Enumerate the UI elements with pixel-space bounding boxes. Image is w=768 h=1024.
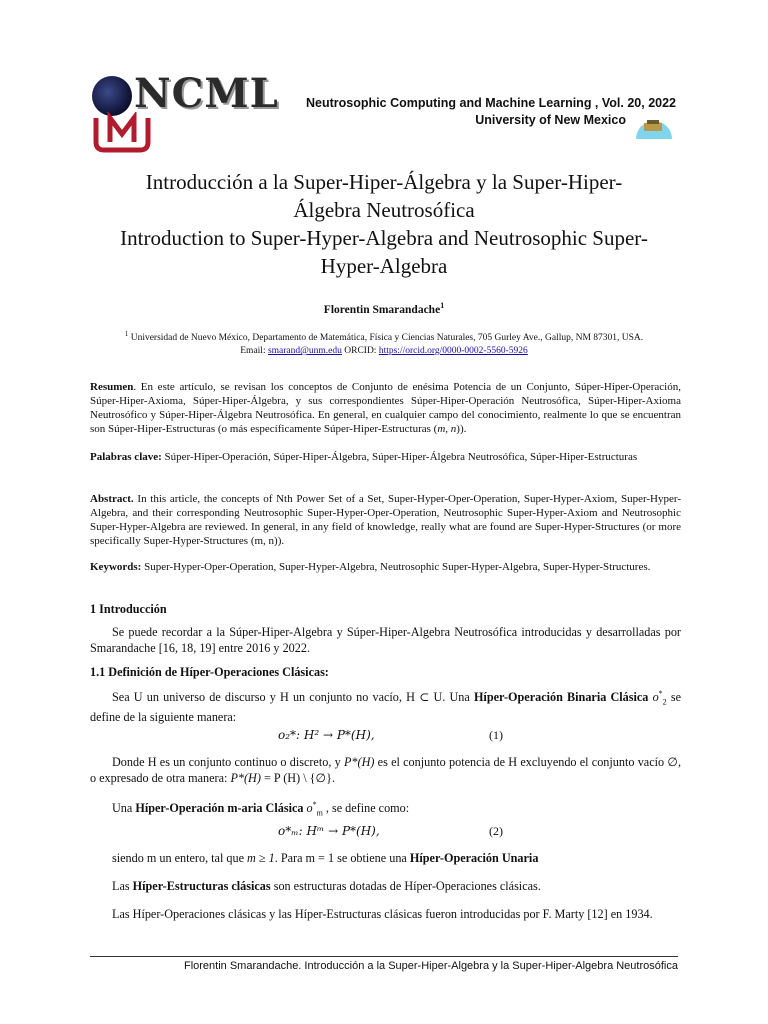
def-text-a: Sea U un universo de discurso y H un conjunto no vacío, H ⊂ U. Una [112,690,474,705]
resumen-paragraph [90,380,681,436]
palabras-text: Súper-Hiper-Operación, Súper-Hiper-Álgebra, Súper-Hiper-Álgebra Neutrosófica, Súper-Hiper-Estructuras [161,451,638,463]
title-line-1: Introducción a la Super-Hiper-Álgebra y la Super-Hiper- [145,170,623,194]
journal-line: Neutrosophic Computing and Machine Learning , Vol. 20, 2022 [306,96,676,110]
university-line: University of New Mexico [475,113,626,127]
donde-a: Donde H es un conjunto continuo o discreto, y [112,755,344,769]
def-binary-term: Híper-Operación Binaria Clásica [473,690,649,705]
m-aria-paragraph: Una Híper-Operación m-aria Clásica $o^*_m$ , se define como: [112,800,410,818]
resumen-label: Resumen [90,381,134,393]
donde-c: es el conjunto potencia de H excluyendo el conjunto vacío ∅, o expresado de otra manera: [90,755,681,785]
university-emblem-icon [628,113,676,139]
definition-paragraph: Sea U un universo de discurso y H un conjunto no vacío, H ⊂ U. Una Híper-Operación Binaria Clásica $o^*_2$ se define de la siguiente manera: [90,689,681,724]
resumen-mn: m, n [437,423,457,435]
section-1-heading: 1 Introducción [90,602,167,616]
m-aria-symbol: o [303,801,313,816]
siendo-d: Híper-Operación Unaria [409,851,539,865]
paper-title [90,168,678,280]
equation-2-number: (2) [489,824,503,838]
ncml-logo-text: NCML [134,70,279,117]
siendo-b: m ≥ 1 [247,851,275,865]
author-name: Florentin Smarandache [323,303,441,316]
def-op-symbol: o [648,690,659,705]
globe-logo-icon [92,76,132,116]
affiliation-sup: 1 [124,330,129,338]
estructuras-c: son estructuras dotadas de Híper-Operaciones clásicas. [270,879,541,893]
keywords-label: Keywords: [90,561,142,573]
m-aria-d: , se define como: [322,801,410,816]
donde-paragraph [90,755,681,786]
estructuras-a: Las [112,879,133,893]
author-sup: 1 [440,301,445,310]
affiliation [90,328,678,358]
equation-2: o*ₘ: Hᵐ → P*(H), [278,824,380,838]
siendo-c: . Para m = 1 se obtiene una [274,851,410,865]
orcid-label: ORCID: [341,346,379,357]
resumen-text: . En este artículo, se revisan los conceptos de Conjunto de enésima Potencia de un Conjunto, Súper-Hiper-Operación, Súper-Hiper-Axioma, Súper-Hiper-Álgebra, y sus correspondientes Súper-Hiper-Operación Neutrosófica, Súper-Hiper-Axioma Neutrosófico y Súper-Hiper-Álgebra Neutrosófica. En general, en cualquier campo del conocimiento, realmente lo que se encuentran son Súper-Hiper-Estructuras (o más específicamente Súper-Hiper-Estructuras ( [90,381,681,435]
title-line-4: Hyper-Algebra [320,254,448,278]
orcid-link[interactable]: https://orcid.org/0000-0002-5560-5926 [378,346,528,357]
siendo-paragraph [90,851,681,867]
siendo-a: siendo m un entero, tal que [112,851,248,865]
equation-1-number: (1) [489,728,503,742]
email-link[interactable]: smarand@unm.edu [267,346,342,357]
donde-e: = P (H) \ {∅}. [260,770,336,785]
keywords-paragraph [90,560,681,574]
palabras-label: Palabras clave: [90,451,162,463]
resumen-end: )). [456,423,467,435]
email-label: Email: [240,346,268,357]
keywords-text: Super-Hyper-Oper-Operation, Super-Hyper-Algebra, Neutrosophic Super-Hyper-Algebra, Super-Hyper-Structures. [141,561,651,573]
page-footer: Florentin Smarandache. Introducción a la Super-Hiper-Algebra y la Super-Hiper-Algebra Neutrosófica [183,960,678,972]
author [90,301,678,316]
title-line-2: Álgebra Neutrosófica [293,198,475,222]
abstract-label: Abstract. [90,493,134,505]
equation-1: o₂*: H² → P*(H), [278,728,375,742]
m-aria-a: Una [112,801,136,816]
abstract-paragraph [90,492,681,548]
affiliation-text: Universidad de Nuevo México, Departamento de Matemática, Física y Ciencias Naturales, 705 Gurley Ave., Gallup, NM 87301, USA. [130,333,644,344]
footer-divider [90,956,678,957]
section-1-paragraph: Se puede recordar a la Súper-Hiper-Algebra y Súper-Hiper-Algebra Neutrosófica introducidas y desarrolladas por Smarandache [16, 18, 19] entre 2016 y 2022. [90,625,681,655]
abstract-text: In this article, the concepts of Nth Power Set of a Set, Super-Hyper-Oper-Operation, Super-Hyper-Axiom, Super-Hyper-Algebra, and their corresponding Neutrosophic Super-Hyper-Oper-Operation, Neutrosophic Super-Hyper-Axiom and Neutrosophic Super-Hyper-Algebra are reviewed. In general, in any field of knowledge, really what are found are Super-Hyper-Structures (or more specifically Super-Hyper-Structures (m, n)). [90,493,681,547]
palabras-clave-paragraph [90,450,681,464]
donde-d: P*(H) [230,770,261,785]
title-line-3: Introduction to Super-Hyper-Algebra and Neutrosophic Super- [120,226,648,250]
m-aria-term: Híper-Operación m-aria Clásica [135,801,304,816]
marty-paragraph: Las Híper-Operaciones clásicas y las Híper-Estructuras clásicas fueron introducidas por F. Marty [12] en 1934. [112,907,653,921]
unm-logo-icon [92,112,152,154]
estructuras-paragraph [90,879,681,895]
ncml-logo [90,70,279,154]
journal-header [306,95,676,129]
donde-b: P*(H) [343,755,375,769]
section-1-1-heading: 1.1 Definición de Híper-Operaciones Clásicas: [90,665,329,679]
estructuras-term: Híper-Estructuras clásicas [132,879,271,893]
def-text-d: se define de la siguiente manera: [90,690,681,724]
